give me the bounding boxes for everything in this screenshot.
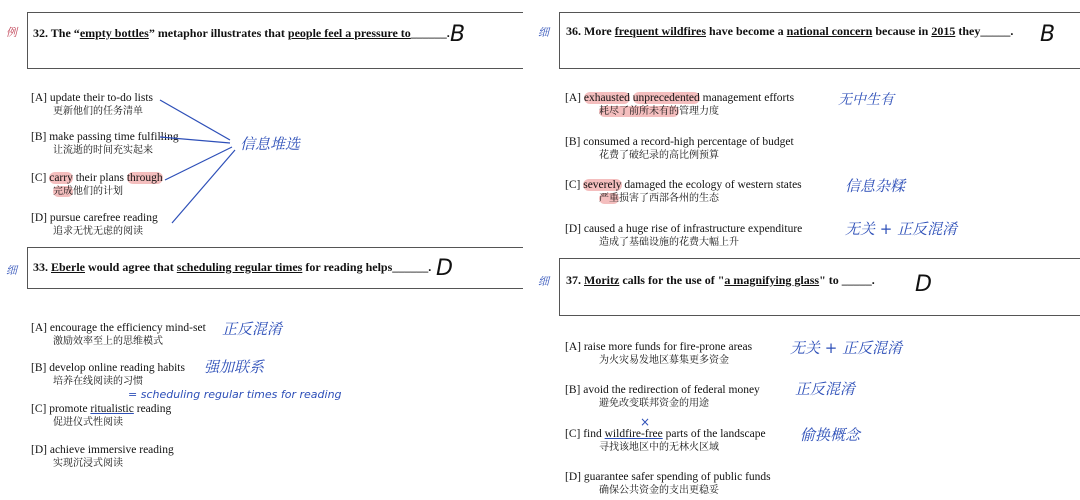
option-36-c[interactable]: [C] severely damaged the ecology of western states 严重损害了西部各州的生态 bbox=[565, 179, 802, 204]
annotation-note: 信息堆选 bbox=[240, 135, 301, 153]
question-37-stem: 37. Moritz calls for the use of "a magnifying glass" to _____. bbox=[566, 273, 875, 287]
annotation-note: 强加联系 bbox=[204, 358, 265, 376]
wrong-mark-icon: × bbox=[640, 415, 651, 429]
option-37-d[interactable]: [D] guarantee safer spending of public funds 确保公共资金的支出更稳妥 bbox=[565, 471, 771, 496]
question-36-stem: 36. More frequent wildfires have become a national concern because in 2015 they_____. bbox=[566, 24, 1014, 38]
annotation-note: 信息杂糅 bbox=[845, 177, 906, 195]
option-37-a[interactable]: [A] raise more funds for fire-prone areas 为火灾易发地区募集更多资金 bbox=[565, 341, 753, 366]
question-type-tag: 细 bbox=[6, 264, 17, 277]
option-33-d[interactable]: [D] achieve immersive reading 实现沉浸式阅读 bbox=[31, 444, 174, 469]
answer-mark: B bbox=[1040, 22, 1056, 47]
question-32-stem: 32. The “empty bottles” metaphor illustrates that people feel a pressure to______. bbox=[33, 26, 450, 40]
option-32-d[interactable]: [D] pursue carefree reading 追求无忧无虑的阅读 bbox=[31, 212, 158, 237]
option-37-b[interactable]: [B] avoid the redirection of federal money 避免改变联邦资金的用途 bbox=[565, 384, 760, 409]
annotation-note: 无关 + 正反混淆 bbox=[790, 339, 903, 357]
annotation-note: 正反混淆 bbox=[795, 380, 856, 398]
option-32-a[interactable]: [A] update their to-do lists 更新他们的任务清单 bbox=[31, 92, 154, 117]
question-type-tag: 例 bbox=[6, 26, 17, 39]
option-37-c[interactable]: [C] find wildfire-free parts of the landscape 寻找该地区中的无林火区域 bbox=[565, 428, 766, 453]
answer-mark: B bbox=[450, 22, 466, 47]
option-36-a[interactable]: [A] exhausted unprecedented management efforts 耗尽了前所未有的管理力度 bbox=[565, 92, 795, 117]
option-36-d[interactable]: [D] caused a huge rise of infrastructure expenditure 造成了基础设施的花费大幅上升 bbox=[565, 223, 803, 248]
annotation-note: 正反混淆 bbox=[222, 320, 283, 338]
option-33-c[interactable]: [C] promote ritualistic reading 促进仪式性阅读 bbox=[31, 403, 172, 428]
annotation-lines bbox=[150, 95, 250, 230]
annotation-note: 无关 + 正反混淆 bbox=[845, 220, 958, 238]
answer-mark: D bbox=[915, 272, 932, 297]
annotation-note: 无中生有 bbox=[838, 92, 894, 108]
question-type-tag: 细 bbox=[538, 275, 549, 288]
annotation-note: = scheduling regular times for reading bbox=[128, 388, 342, 401]
option-33-b[interactable]: [B] develop online reading habits 培养在线阅读的习惯 bbox=[31, 362, 185, 387]
question-type-tag: 细 bbox=[538, 26, 549, 39]
answer-mark: D bbox=[436, 256, 453, 281]
option-32-c[interactable]: [C] carry their plans through 完成他们的计划 bbox=[31, 172, 163, 197]
question-33-stem: 33. Eberle would agree that scheduling regular times for reading helps______. bbox=[33, 260, 432, 274]
question-36-box bbox=[559, 12, 1080, 69]
option-33-a[interactable]: [A] encourage the efficiency mind-set 激励效率至上的思维模式 bbox=[31, 322, 206, 347]
annotation-note: 偷换概念 bbox=[800, 426, 861, 444]
option-32-b[interactable]: [B] make passing time fulfilling 让流逝的时间充实起来 bbox=[31, 131, 179, 156]
option-36-b[interactable]: [B] consumed a record-high percentage of budget 花费了破纪录的高比例预算 bbox=[565, 136, 794, 161]
